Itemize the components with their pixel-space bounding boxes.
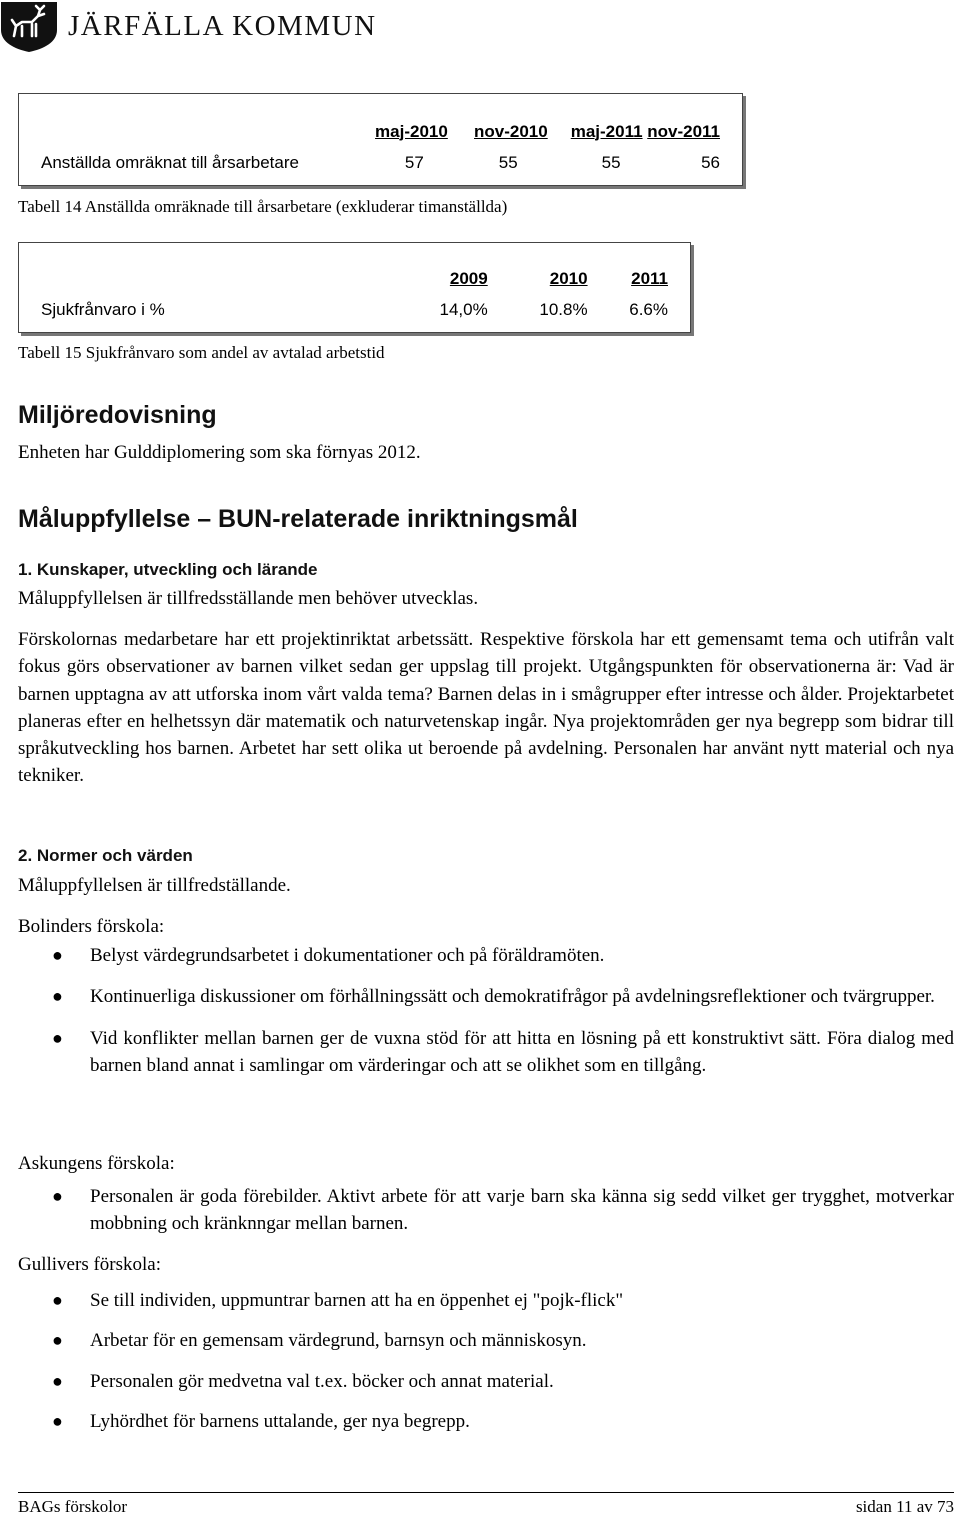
list-item xyxy=(18,1183,954,1238)
list-item xyxy=(18,1025,954,1080)
list-item xyxy=(18,1327,954,1354)
table-cell: 57 xyxy=(404,153,424,173)
bullet-icon: ● xyxy=(52,1330,63,1351)
list-item xyxy=(18,1287,954,1314)
bullet-icon: ● xyxy=(52,1027,63,1048)
subsection-heading: 2. Normer och värden xyxy=(18,846,193,865)
footer-title: BAGs förskolor xyxy=(18,1497,128,1516)
subsection-heading: 1. Kunskaper, utveckling och lärande xyxy=(18,560,318,579)
row-label: Anställda omräknat till årsarbetare xyxy=(41,153,299,173)
bullet-list xyxy=(18,942,954,1079)
list-item-text: Se till individen, uppmuntrar barnen att ha en öppenhet ej "pojk-flick" xyxy=(90,1290,624,1311)
deer-crest-icon xyxy=(0,0,58,52)
table-cell: 56 xyxy=(701,153,720,173)
list-item-text: Personalen gör medvetna val t.ex. böcker och annat material. xyxy=(90,1370,554,1392)
preschool-heading: Bolinders förskola: xyxy=(18,916,165,937)
page-footer xyxy=(18,1492,954,1517)
municipality-logo xyxy=(0,0,377,52)
goal-status: Måluppfyllelsen är tillfredsställande men behöver utvecklas. xyxy=(18,588,479,609)
column-header: maj-2011 xyxy=(570,121,643,141)
column-header: 2011 xyxy=(631,268,668,288)
list-item-text: Lyhördhet för barnens uttalande, ger nya begrepp. xyxy=(90,1410,470,1432)
table-cell: 14,0% xyxy=(439,300,488,320)
list-item xyxy=(18,983,954,1010)
page-number: sidan 11 av 73 xyxy=(855,1497,954,1516)
section-heading: Måluppfyllelse – BUN-relaterade inriktningsmål xyxy=(18,505,578,533)
employees-table xyxy=(18,93,743,186)
table-header-row xyxy=(19,94,743,142)
table-caption: Tabell 15 Sjukfrånvaro som andel av avtalad arbetstid xyxy=(18,343,385,362)
bullet-icon: ● xyxy=(52,1410,63,1431)
municipality-name: JÄRFÄLLA KOMMUN xyxy=(68,9,377,42)
table-header-row xyxy=(19,243,691,289)
section-heading: Miljöredovisning xyxy=(18,401,217,429)
bullet-icon: ● xyxy=(52,986,63,1007)
bullet-icon: ● xyxy=(52,1290,63,1310)
table-cell: 55 xyxy=(498,153,518,173)
preschool-heading: Askungens förskola: xyxy=(18,1153,175,1174)
table-caption: Tabell 14 Anställda omräknade till årsarbetare (exkluderar timanställda) xyxy=(18,197,508,216)
sick-leave-table xyxy=(18,242,691,333)
bullet-icon: ● xyxy=(52,1370,63,1391)
paragraph: Enheten har Gulddiplomering som ska förnyas 2012. xyxy=(18,442,421,463)
row-label: Sjukfrånvaro i % xyxy=(41,300,165,320)
preschool-heading: Gullivers förskola: xyxy=(18,1254,162,1275)
column-header: 2009 xyxy=(449,268,488,288)
table-cell: 10.8% xyxy=(539,300,588,320)
list-item-text: Kontinuerliga diskussioner om förhållningssätt och demokratifrågor på avdelningsreflektioner och tvärgrupper. xyxy=(90,986,935,1008)
list-item xyxy=(18,1408,954,1435)
list-item-text: Personalen är goda förebilder. Aktivt arbete för att varje barn ska känna sig sedd vilket ger trygghet, motverkar mobbning och kränknngar mellan barnen. xyxy=(90,1186,954,1235)
list-item xyxy=(18,1368,954,1395)
column-header: maj-2010 xyxy=(375,121,448,141)
table-cell: 55 xyxy=(601,153,621,173)
list-item-text: Vid konflikter mellan barnen ger de vuxna stöd för att hitta en lösning på ett konstruktivt sätt. Föra dialog med barnen bland annat i samlingar om värderingar och att se olikhet som en tillgång. xyxy=(90,1027,954,1076)
table-row xyxy=(19,289,691,333)
column-header: nov-2011 xyxy=(647,121,720,141)
goal-status: Måluppfyllelsen är tillfredställande. xyxy=(18,875,291,896)
list-item xyxy=(18,942,954,969)
table-row xyxy=(19,142,743,186)
column-header: nov-2010 xyxy=(474,121,548,141)
bullet-list xyxy=(18,1183,954,1238)
list-item-text: Belyst värdegrundsarbetet i dokumentationer och på föräldramöten. xyxy=(90,945,605,966)
table-cell: 6.6% xyxy=(629,300,668,320)
bullet-list xyxy=(18,1287,954,1435)
bullet-icon: ● xyxy=(52,945,63,965)
list-item-text: Arbetar för en gemensam värdegrund, barnsyn och människosyn. xyxy=(90,1330,587,1352)
bullet-icon: ● xyxy=(52,1186,63,1206)
paragraph: Förskolornas medarbetare har ett projektinriktat arbetssätt. Respektive förskola har ett gemensamt tema och utifrån valt fokus görs observationer av barnen vilket sedan ger uppslag till projekt. Utgångspunkten för observationerna är: Vad är barnen upptagna av att utforska inom vårt valda tema? Barnen delas in i smågrupper efter intresse och ålder. Projektarbetet planeras efter en helhetssyn där matematik och naturvetenskap ingår. Nya projektområden ger nya begrepp som bidrar till språkutveckling hos barnen. Arbetet har sett olika ut beroende på avdelning. Personalen har använt nytt material och nya tekniker. xyxy=(18,629,954,787)
column-header: 2010 xyxy=(549,268,588,288)
